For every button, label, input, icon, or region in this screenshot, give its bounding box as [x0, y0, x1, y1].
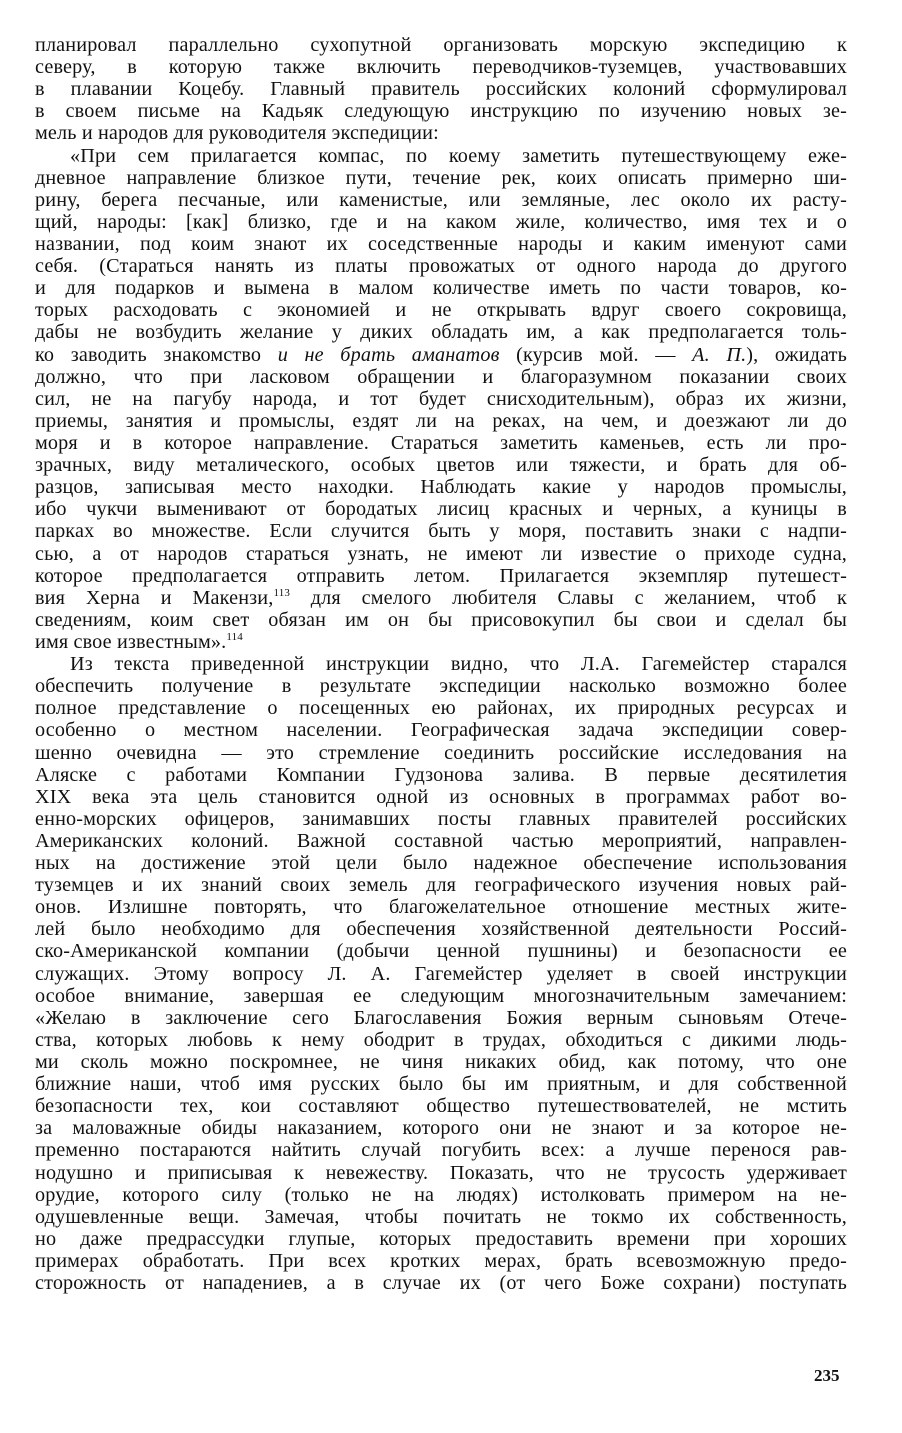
text-line: полное представление о посещенных ею районах, их природных ресурсах и [35, 697, 847, 720]
text-line: сведениям, коим свет обязан им он бы присовокупил бы свои и сделал бы [35, 608, 847, 631]
text-line: сью, а от народов стараться узнать, не имеют ли известие о приходе судна, [35, 542, 847, 565]
text-run: ко заводить знакомство [35, 343, 278, 366]
text-run: (курсив мой. — [499, 343, 693, 366]
text-line: сил, не на пагубу народа, и тот будет снисходительным), образ их жизни, [35, 387, 847, 410]
text-line: ных на достижение этой цели было надежное обеспечение использования [35, 852, 847, 875]
text-line: Из текста приведенной инструкции видно, что Л.А. Гагемейстер старался [70, 653, 847, 676]
text-run: вия Херна и Макензи, [35, 586, 274, 609]
text-line: дневное направление близкое пути, течение рек, коих описать примерно ши- [35, 166, 847, 189]
text-line: онов. Излишне повторять, что благожелательное отношение местных жите- [35, 896, 847, 919]
text-run: ), ожидать [746, 343, 848, 366]
italic-emphasis: и не брать аманатов [277, 343, 500, 366]
text-line: безопасности тех, кои составляют общество путешествователей, не мстить [35, 1095, 847, 1118]
text-line: шенно очевидна — это стремление соединить российские исследования на [35, 741, 847, 764]
text-line: Аляске с работами Компании Гудзонова залива. В первые десятилетия [35, 763, 847, 786]
text-line: ближние наши, чтоб имя русских было бы им приятным, и для собственной [35, 1073, 847, 1096]
text-line: «Желаю в заключение сего Благославения Божия верным сыновьям Отече- [35, 1006, 847, 1029]
page-body [35, 34, 847, 1294]
text-line: сторожность от нападениев, а в случае их (от чего Боже сохрани) поступать [35, 1272, 847, 1295]
text-line: но даже предрассудки глупые, которых предоставить времени при хороших [35, 1227, 847, 1250]
text-line: примерах обработать. При всех кротких мерах, брать всевозможную предо- [35, 1250, 847, 1273]
text-run: имя свое известным». [35, 630, 227, 653]
text-line: планировал параллельно сухопутной организовать морскую экспедицию к [35, 34, 847, 56]
text-line: щий, народы: [как] близко, где и на каком жиле, количество, имя тех и о [35, 210, 847, 233]
text-line: названии, под коим знают их соседственные народы и каким именуют сами [35, 232, 847, 255]
text-line: пременно постараются найтить случай погубить всех: а лучше перенося рав- [35, 1139, 847, 1162]
text-line: «При сем прилагается компас, по коему заметить путешествующему еже- [70, 144, 847, 167]
footnote-ref-113[interactable]: 113 [273, 586, 290, 599]
text-line: приемы, занятия и промыслы, ездят ли на реках, на чем, и доезжают ли до [35, 409, 847, 432]
text-line: дабы не возбудить желание у диких обладать им, а как предполагается толь- [35, 321, 847, 344]
text-line: особое внимание, завершая ее следующим многозначительным замечанием: [35, 984, 847, 1007]
text-line: за маловажные обиды наказанием, которого они не знают и за которое не- [35, 1117, 847, 1140]
text-line: которое предполагается отправить летом. Прилагается экземпляр путешест- [35, 564, 847, 587]
text-line: особенно о местном населении. Географическая задача экспедиции совер- [35, 719, 847, 742]
text-line: северу, в которую также включить переводчиков-туземцев, участвовавших [35, 56, 847, 79]
text-line: парках во множестве. Если случится быть у моря, поставить знаки с надпи- [35, 520, 847, 543]
text-line: разцов, записывая место находки. Наблюдать какие у народов промыслы, [35, 476, 847, 499]
text-line: ско-Американской компании (добычи ценной пушнины) и безопасности ее [35, 940, 847, 963]
page-number: 235 [814, 1366, 840, 1385]
text-line: орудие, которого силу (только не на людях) истолковать примером на не- [35, 1183, 847, 1206]
text-line: туземцев и их знаний своих земель для географического изучения новых рай- [35, 874, 847, 897]
text-line: XIX века эта цель становится одной из основных в программах работ во- [35, 785, 847, 808]
text-line: одушевленные вещи. Замечая, чтобы почитать не токмо их собственность, [35, 1205, 847, 1228]
text-line: Американских колоний. Важной составной частью мероприятий, направлен- [35, 829, 847, 852]
text-line-with-footnote [35, 587, 847, 609]
text-line: должно, что при ласковом обращении и благоразумном показании своих [35, 365, 847, 388]
text-line: мель и народов для руководителя экспедиции: [35, 122, 439, 145]
text-line: ми сколь можно поскромнее, не чиня никаких обид, как потому, что оне [35, 1051, 847, 1074]
text-line: ства, которых любовь к нему ободрит в трудах, обходиться с дикими людь- [35, 1028, 847, 1051]
text-line-with-italic [35, 344, 847, 366]
paragraph-analysis [35, 653, 847, 1294]
text-line: лей было необходимо для обеспечения хозяйственной деятельности Россий- [35, 918, 847, 941]
paragraph-1 [35, 34, 847, 145]
text-line: енно-морских офицеров, занимавших посты главных правителей российских [35, 807, 847, 830]
text-line: торых расходовать с экономией и не открывать вдруг своего сокровища, [35, 299, 847, 322]
text-line: в своем письме на Кадьяк следующую инструкцию по изучению новых зе- [35, 100, 847, 123]
text-line: ибо чукчи выменивают от бородатых лисиц красных и черных, а куницы в [35, 498, 847, 521]
author-initials: А. П. [692, 343, 747, 366]
text-line: зрачных, виду металического, особых цветов или тяжести, и брать для об- [35, 454, 847, 477]
text-line: себя. (Стараться нанять из платы провожатых от одного народа до другого [35, 255, 847, 278]
text-line-with-footnote [35, 631, 847, 653]
text-line: служащих. Этому вопросу Л. А. Гагемейстер уделяет в своей инструкции [35, 962, 847, 985]
footnote-ref-114[interactable]: 114 [226, 630, 243, 643]
text-run: для смелого любителя Славы с желанием, чтоб к [290, 586, 848, 609]
text-line: в плавании Коцебу. Главный правитель российских колоний сформулировал [35, 78, 847, 101]
paragraph-quote-instruction [35, 145, 847, 654]
text-line: моря и в которое направление. Стараться заметить каменьев, есть ли про- [35, 431, 847, 454]
text-line: нодушно и приписывая к невежеству. Показать, что не трусость удерживает [35, 1161, 847, 1184]
text-line: рину, берега песчаные, или каменистые, или земляные, лес около их расту- [35, 188, 847, 211]
text-line: и для подарков и вымена в малом количестве иметь по части товаров, ко- [35, 277, 847, 300]
text-line: обеспечить получение в результате экспедиции насколько возможно более [35, 675, 847, 698]
